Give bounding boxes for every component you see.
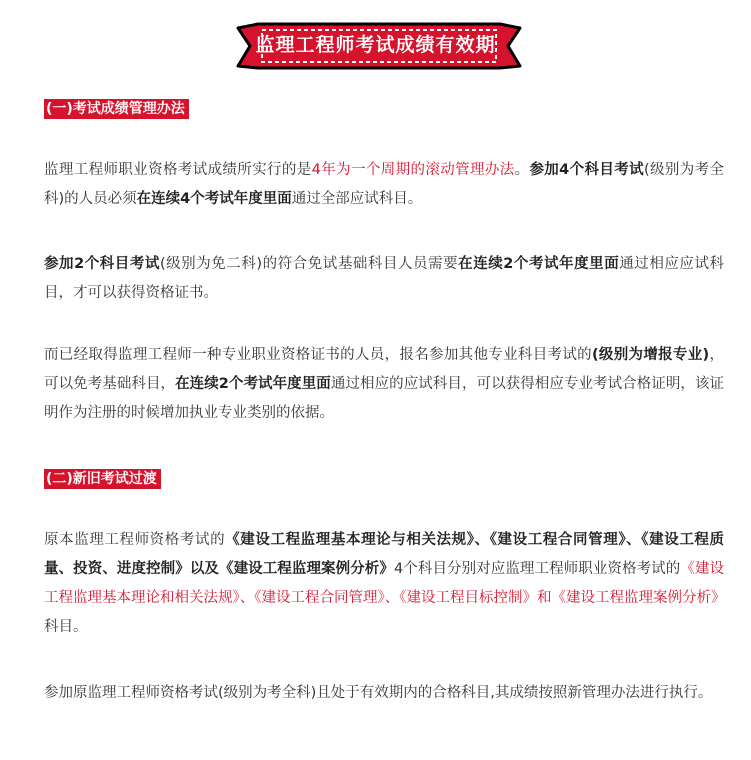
paragraph-1 [44,156,724,214]
paragraph-5 [44,679,724,708]
text-span: 科目。 [44,619,88,635]
text-span: ，可以免考基础科目， [44,347,724,392]
text-span: 通过相应的应试科目，可以获得相应专业考试合格证明，该证明作为注册的时候增加执业专业类别的依据。 [44,376,725,421]
section-heading-1: (一)考试成绩管理办法 [44,99,189,119]
paragraph-3 [44,341,724,428]
text-span: 通过相应应试科目，才可以获得资格证书。 [44,256,725,301]
text-span: 参加原监理工程师资格考试(级别为考全科)且处于有效期内的合格科目,其成绩按照新管理办法进行执行。 [44,685,713,701]
bold-span: 参加2个科目考试 [44,256,160,272]
bold-span: 在连续4个考试年度里面 [136,191,292,207]
bold-span: 参加4个科目考试 [529,162,644,178]
paragraph-2 [44,250,724,308]
text-span: 而已经取得监理工程师一种专业职业资格证书的人员，报名参加其他专业科目考试的 [44,347,592,363]
text-span: 原本监理工程师资格考试的 [44,532,226,548]
paragraph-4 [44,526,724,642]
highlight-span: 4年为一个周期的滚动管理办法 [311,162,515,178]
text-span: (级别为免二科)的符合免试基础科目人员需要 [159,256,459,272]
title-banner [0,20,751,72]
text-span: 。 [514,162,530,178]
text-span: (级别为考全科)的人员必须 [44,162,724,207]
text-span: 通过全部应试科目。 [291,191,423,207]
text-span: 监理工程师职业资格考试成绩所实行的是 [44,162,312,178]
bold-span: 在连续2个考试年度里面 [175,376,331,392]
section-heading-2: (二)新旧考试过渡 [44,469,161,489]
bold-span: 《建设工程监理基本理论与相关法规》、《建设工程合同管理》、《建设工程质量、投资、进度控制》以及《建设工程监理案例分析》 [44,532,725,577]
bold-span: 在连续2个考试年度里面 [458,256,620,272]
bold-span: (级别为增报专业) [591,347,710,363]
highlight-span: 《建设工程监理基本理论和相关法规》、《建设工程合同管理》、《建设工程目标控制》和《建设工程监理案例分析》 [44,561,726,606]
text-span: 4个科目分别对应监理工程师职业资格考试的 [393,561,681,577]
page-title: 监理工程师考试成绩有效期 [255,34,496,56]
